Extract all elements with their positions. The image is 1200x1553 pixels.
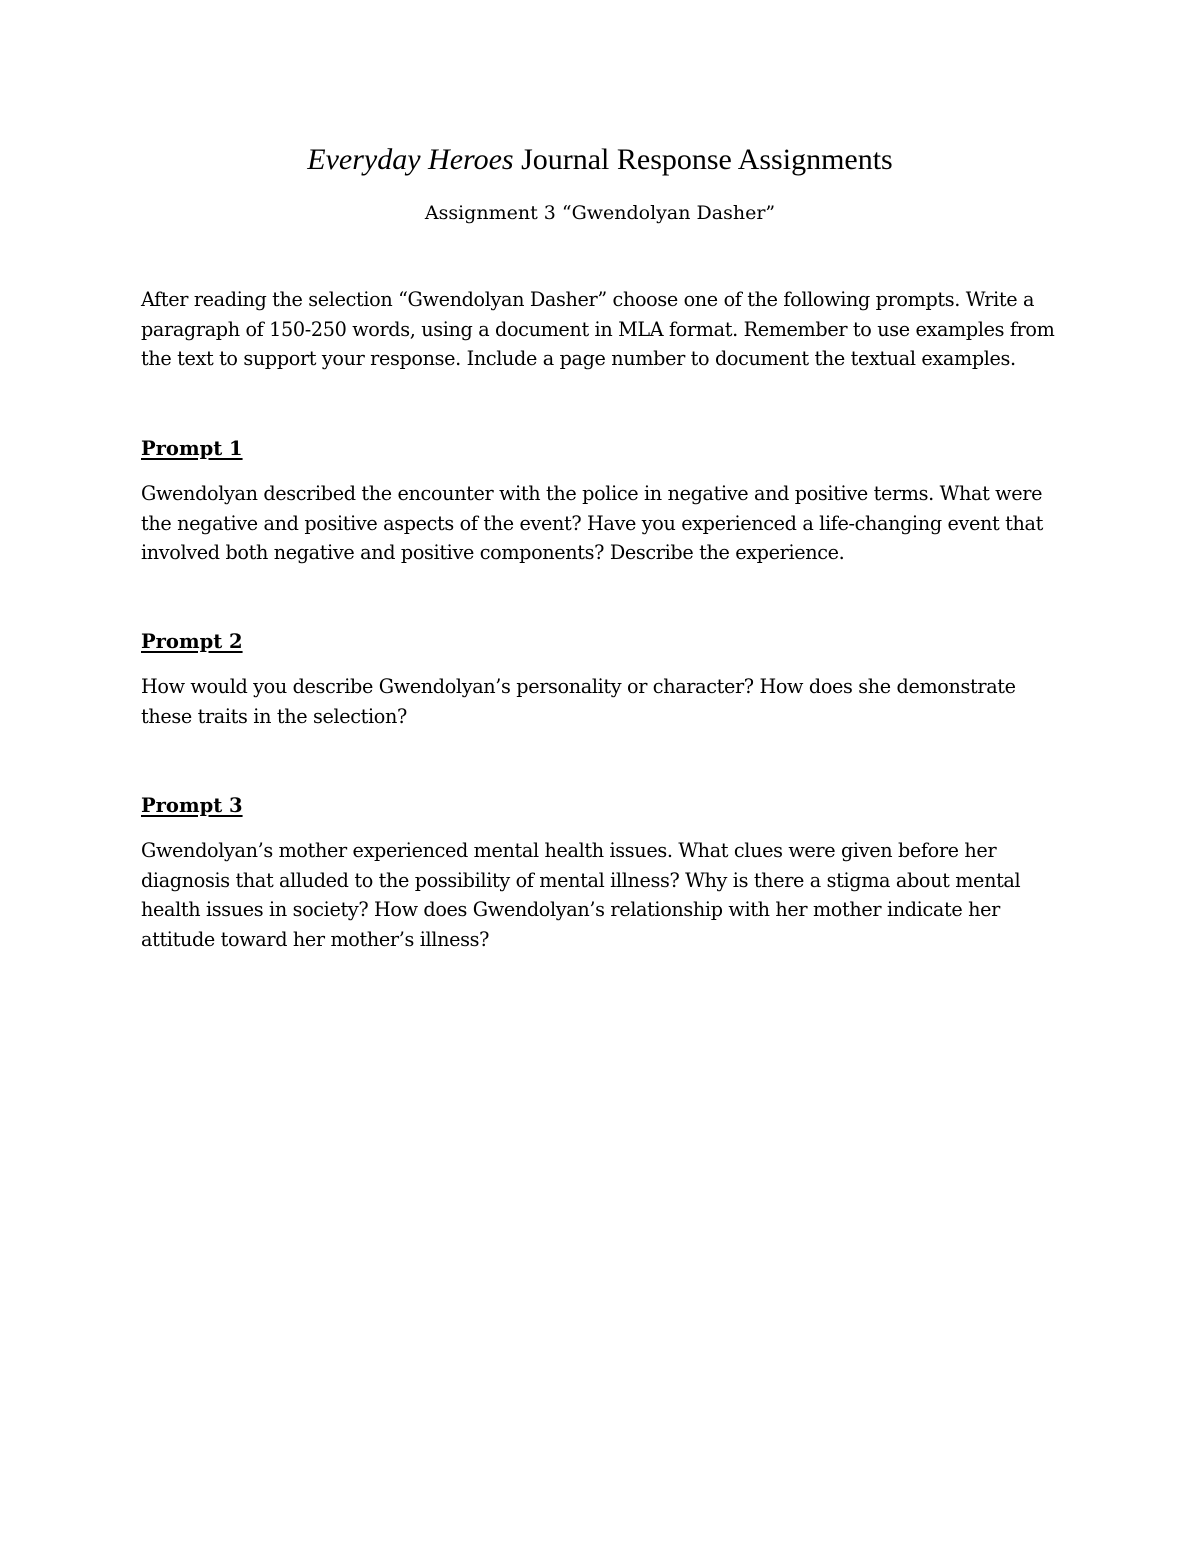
prompt-1-line: involved both negative and positive components? Describe the experience. — [141, 541, 845, 564]
prompt-3-heading: Prompt 3 — [141, 794, 243, 817]
prompt-1-text — [141, 479, 1081, 568]
prompt-2-line: these traits in the selection? — [141, 704, 407, 728]
prompt-3-line: health issues in society? How does Gwendolyan’s relationship with her mother indicate her — [141, 898, 1000, 921]
intro-line: paragraph of 150-250 words, using a document in MLA format. Remember to use examples from — [141, 317, 1055, 341]
intro-line: the text to support your response. Include a page number to document the textual examples. — [141, 347, 1016, 370]
prompt-3-line: attitude toward her mother’s illness? — [141, 927, 490, 951]
prompt-1-heading: Prompt 1 — [141, 437, 243, 460]
prompt-3-line: diagnosis that alluded to the possibility of mental illness? Why is there a stigma about mental — [141, 868, 1021, 892]
page-title — [0, 140, 1200, 180]
title-rest-part: Journal Response Assignments — [513, 143, 893, 176]
prompt-3-text — [141, 836, 1081, 954]
prompt-1-line: Gwendolyan described the encounter with the police in negative and positive terms. What were — [141, 482, 1043, 505]
intro-paragraph — [141, 285, 1081, 374]
prompt-2-heading: Prompt 2 — [141, 630, 243, 653]
prompt-2-text — [141, 672, 1081, 731]
prompt-3-line: Gwendolyan’s mother experienced mental health issues. What clues were given before her — [141, 839, 997, 862]
assignment-subtitle: Assignment 3 “Gwendolyan Dasher” — [424, 202, 776, 224]
title-italic-part: Everyday Heroes — [307, 143, 514, 176]
prompt-2-line: How would you describe Gwendolyan’s personality or character? How does she demonstrate — [141, 675, 1016, 698]
prompt-1-line: the negative and positive aspects of the event? Have you experienced a life-changing event that — [141, 511, 1043, 535]
intro-line: After reading the selection “Gwendolyan Dasher” choose one of the following prompts. Write a — [141, 288, 1035, 311]
